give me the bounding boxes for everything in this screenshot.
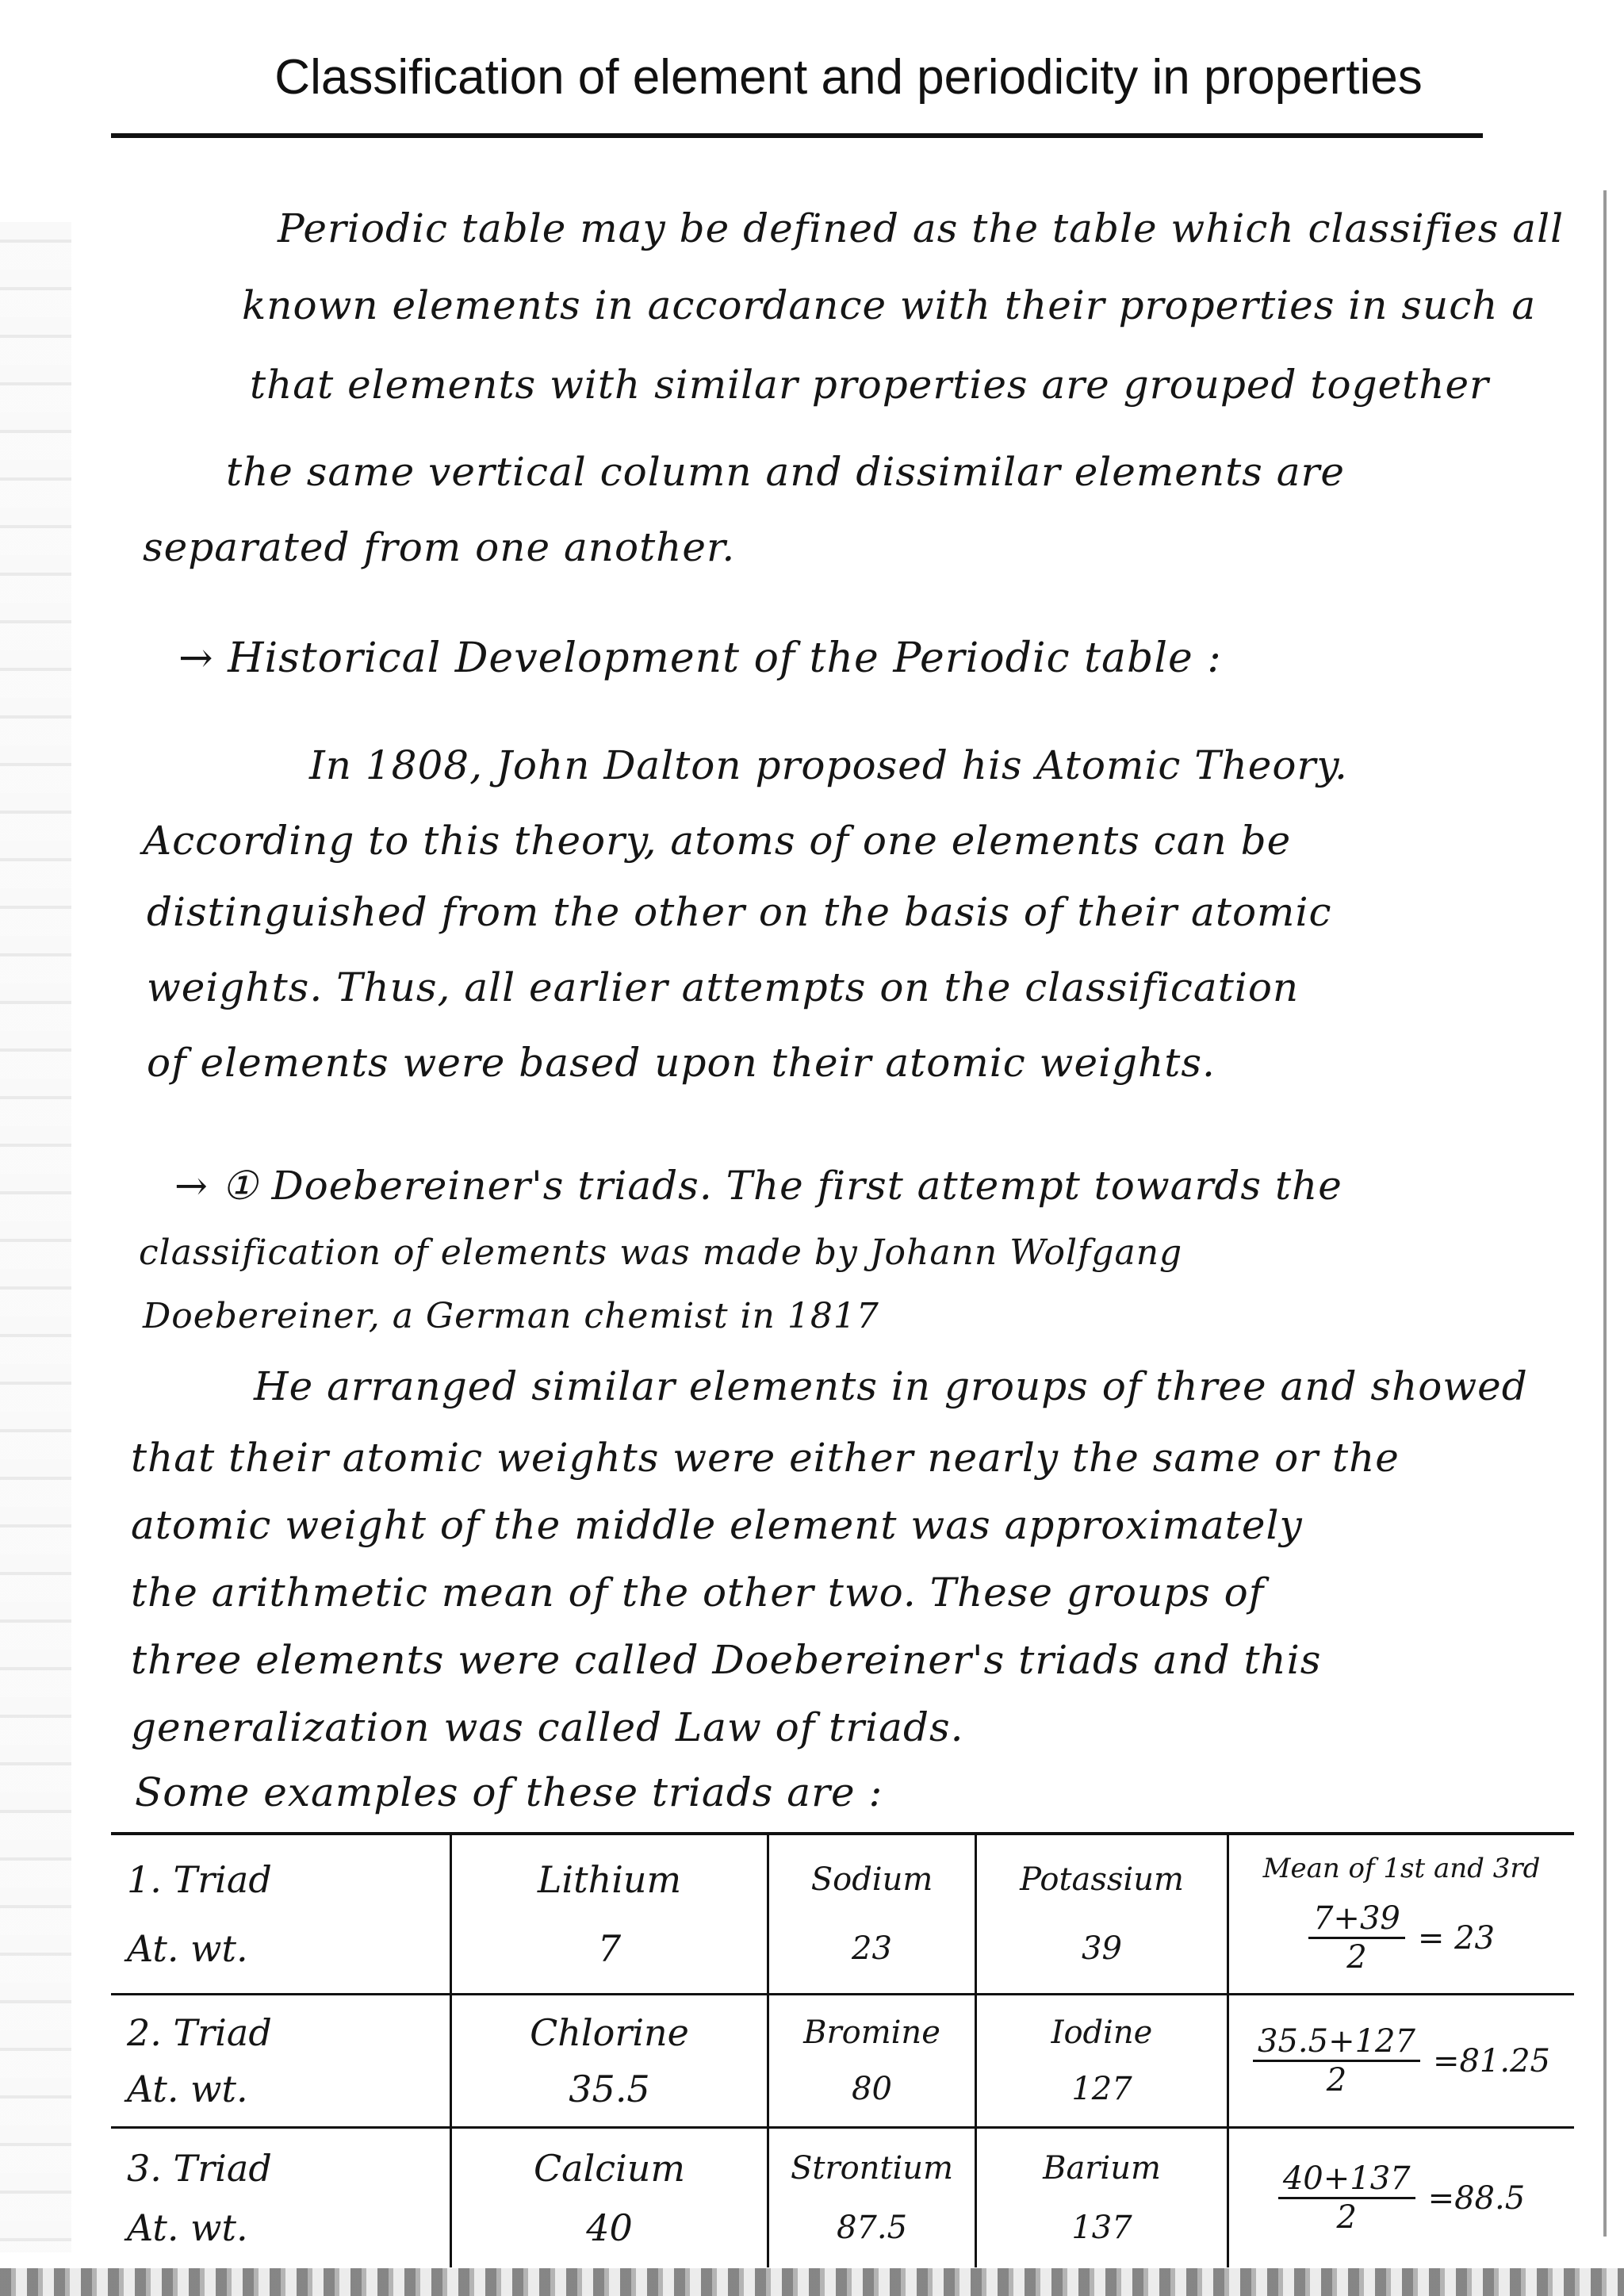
denominator: 2 [1346,1939,1367,1976]
element-name: Chlorine [530,2011,689,2055]
mean-calculation [1308,1900,1495,1976]
table-row-3-element-2 [769,2129,977,2267]
element-name: Iodine [1051,2014,1153,2052]
denominator: 2 [1336,2199,1357,2236]
numerator: 7+39 [1308,1900,1405,1939]
mean-result: =88.5 [1427,2179,1526,2217]
atomic-weight: 35.5 [569,2067,650,2110]
dalton-line-1: In 1808, John Dalton proposed his Atomic Theory. [309,742,1348,788]
mean-calculation [1253,2023,1550,2099]
triad-label: 2. Triad [127,2011,272,2055]
table-row-1-mean [1229,1835,1574,1995]
atomic-weight: 39 [1082,1930,1122,1968]
scan-edge-bottom [0,2268,1624,2296]
margin-line-right [1603,190,1607,2237]
numerator: 35.5+127 [1253,2023,1420,2062]
page-title: Classification of element and periodicity in properties [274,50,1423,105]
triads-line-6: atomic weight of the middle element was approximately [131,1502,1303,1548]
atomic-weight: 137 [1071,2210,1132,2247]
atomic-weight: 87.5 [836,2210,908,2247]
atomic-weight: 127 [1071,2070,1132,2107]
table-row-1-element-3 [977,1835,1229,1995]
triads-table [111,1832,1574,2267]
table-row-3-label [111,2129,452,2267]
element-name: Sodium [810,1861,933,1898]
table-row-2-element-1 [452,1995,769,2129]
triads-line-3: Doebereiner, a German chemist in 1817 [143,1296,879,1336]
definition-line-2: known elements in accordance with their properties in such a [242,282,1537,328]
table-row-3-element-3 [977,2129,1229,2267]
table-row-3-element-1 [452,2129,769,2267]
mean-header: Mean of 1st and 3rd [1262,1853,1541,1884]
mean-result: =81.25 [1432,2042,1550,2079]
table-row-2-element-3 [977,1995,1229,2129]
triad-sublabel: At. wt. [127,2067,248,2110]
dalton-line-3: distinguished from the other on the basis of their atomic [147,889,1332,935]
definition-line-5: separated from one another. [143,524,736,570]
definition-line-4: the same vertical column and dissimilar elements are [226,449,1346,495]
mean-result: = 23 [1417,1919,1495,1957]
atomic-weight: 40 [586,2206,633,2250]
atomic-weight: 23 [852,1930,892,1968]
fraction [1308,1900,1405,1976]
fraction [1253,2023,1420,2099]
denominator: 2 [1326,2062,1347,2099]
triad-sublabel: At. wt. [127,1927,248,1971]
triads-line-2: classification of elements was made by Johann Wolfgang [139,1232,1183,1273]
triads-line-7: the arithmetic mean of the other two. These groups of [131,1570,1265,1616]
mean-calculation [1278,2160,1525,2236]
triad-label: 1. Triad [127,1857,272,1901]
triads-line-1: → ① Doebereiner's triads. The first attempt towards the [174,1163,1342,1209]
element-name: Calcium [533,2146,686,2190]
table-row-3-mean [1229,2129,1574,2267]
triads-line-8: three elements were called Doebereiner's triads and this [131,1637,1322,1683]
title-underline [111,133,1483,138]
triads-line-5: that their atomic weights were either nearly the same or the [131,1435,1400,1481]
element-name: Bromine [803,2014,940,2052]
table-row-2-label [111,1995,452,2129]
table-row-2-element-2 [769,1995,977,2129]
triads-line-10: Some examples of these triads are : [135,1769,883,1815]
dalton-line-2: According to this theory, atoms of one elements can be [143,818,1292,864]
definition-line-3: that elements with similar properties are grouped together [250,362,1489,408]
triad-label: 3. Triad [127,2146,272,2190]
element-name: Barium [1043,2149,1161,2187]
section-heading: → Historical Development of the Periodic table : [178,634,1222,682]
dalton-line-4: weights. Thus, all earlier attempts on the classification [147,964,1300,1010]
triads-line-4: He arranged similar elements in groups of three and showed [254,1363,1528,1409]
table-row-2-mean [1229,1995,1574,2129]
atomic-weight: 7 [597,1927,622,1971]
numerator: 40+137 [1278,2160,1415,2199]
element-name: Lithium [537,1857,682,1901]
table-row-1-element-2 [769,1835,977,1995]
element-name: Strontium [791,2149,953,2187]
table-row-1-label [111,1835,452,1995]
triads-line-9: generalization was called Law of triads. [131,1704,964,1750]
atomic-weight: 80 [852,2070,892,2107]
element-name: Potassium [1020,1861,1184,1898]
scan-edge-left [0,222,71,2252]
table-row-1-element-1 [452,1835,769,1995]
triad-sublabel: At. wt. [127,2206,248,2250]
dalton-line-5: of elements were based upon their atomic weights. [147,1040,1216,1086]
fraction [1278,2160,1415,2236]
definition-line-1: Periodic table may be defined as the table which classifies all [278,205,1565,251]
